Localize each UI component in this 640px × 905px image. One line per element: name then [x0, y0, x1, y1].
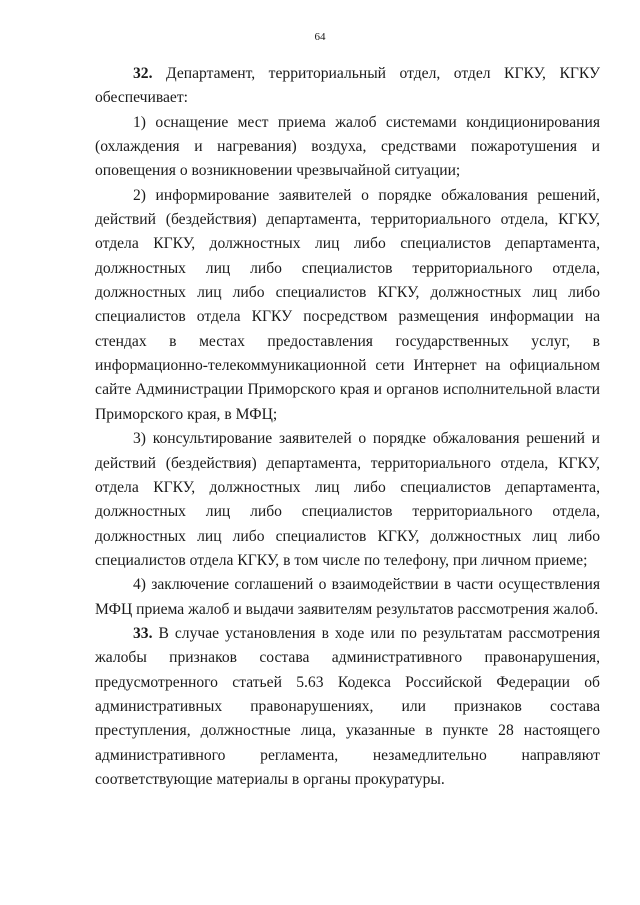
- list-item-2: [95, 184, 600, 427]
- list-item-3: [95, 427, 600, 573]
- paragraph-text: В случае установления в ходе или по результатам рассмотрения жалобы признаков состава административного правонарушения, предусмотренного статьей 5.63 Кодекса Российской Федерации об административных правонарушениях, или признаков состава преступления, должностные лица, указанные в пункте 28 настоящего административного регламента, незамедлительно направляют соответствующие материалы в органы прокуратуры.: [95, 624, 600, 788]
- paragraph-33: [95, 622, 600, 792]
- section-number: 33.: [133, 624, 153, 642]
- paragraph-text: 3) консультирование заявителей о порядке обжалования решений и действий (бездействия) департамента, территориального отдела, КГКУ, отдела КГКУ, должностных лиц либо специалистов департамента, должностных лиц либо специалистов территориального отдела, должностных лиц либо специалистов КГКУ, должностных лиц либо специалистов отдела КГКУ, в том числе по телефону, при личном приеме;: [95, 430, 600, 569]
- paragraph-text: Департамент, территориальный отдел, отдел КГКУ, КГКУ обеспечивает:: [95, 65, 600, 107]
- section-number: 32.: [133, 65, 153, 82]
- page-number: 64: [314, 31, 326, 43]
- document-body: [95, 62, 600, 792]
- list-item-4: [95, 573, 600, 622]
- paragraph-text: 4) заключение соглашений о взаимодействии в части осуществления МФЦ приема жалоб и выдачи заявителям результатов рассмотрения жалоб.: [95, 576, 600, 618]
- paragraph-32: [95, 62, 600, 111]
- list-item-1: [95, 111, 600, 184]
- paragraph-text: 1) оснащение мест приема жалоб системами кондиционирования (охлаждения и нагревания) воздуха, средствами пожаротушения и оповещения о возникновении чрезвычайной ситуации;: [95, 113, 600, 180]
- paragraph-text: 2) информирование заявителей о порядке обжалования решений, действий (бездействия) департамента, территориального отдела, КГКУ, отдела КГКУ, должностных лиц либо специалистов департамента, должностных лиц либо специалистов территориального отдела, должностных лиц либо специалистов КГКУ, должностных лиц либо специалистов отдела КГКУ посредством размещения информации на стендах в местах предоставления государственных услуг, в информационно-телекоммуникационной сети Интернет на официальном сайте Администрации Приморского края и органов исполнительной власти Приморского края, в МФЦ;: [95, 186, 600, 423]
